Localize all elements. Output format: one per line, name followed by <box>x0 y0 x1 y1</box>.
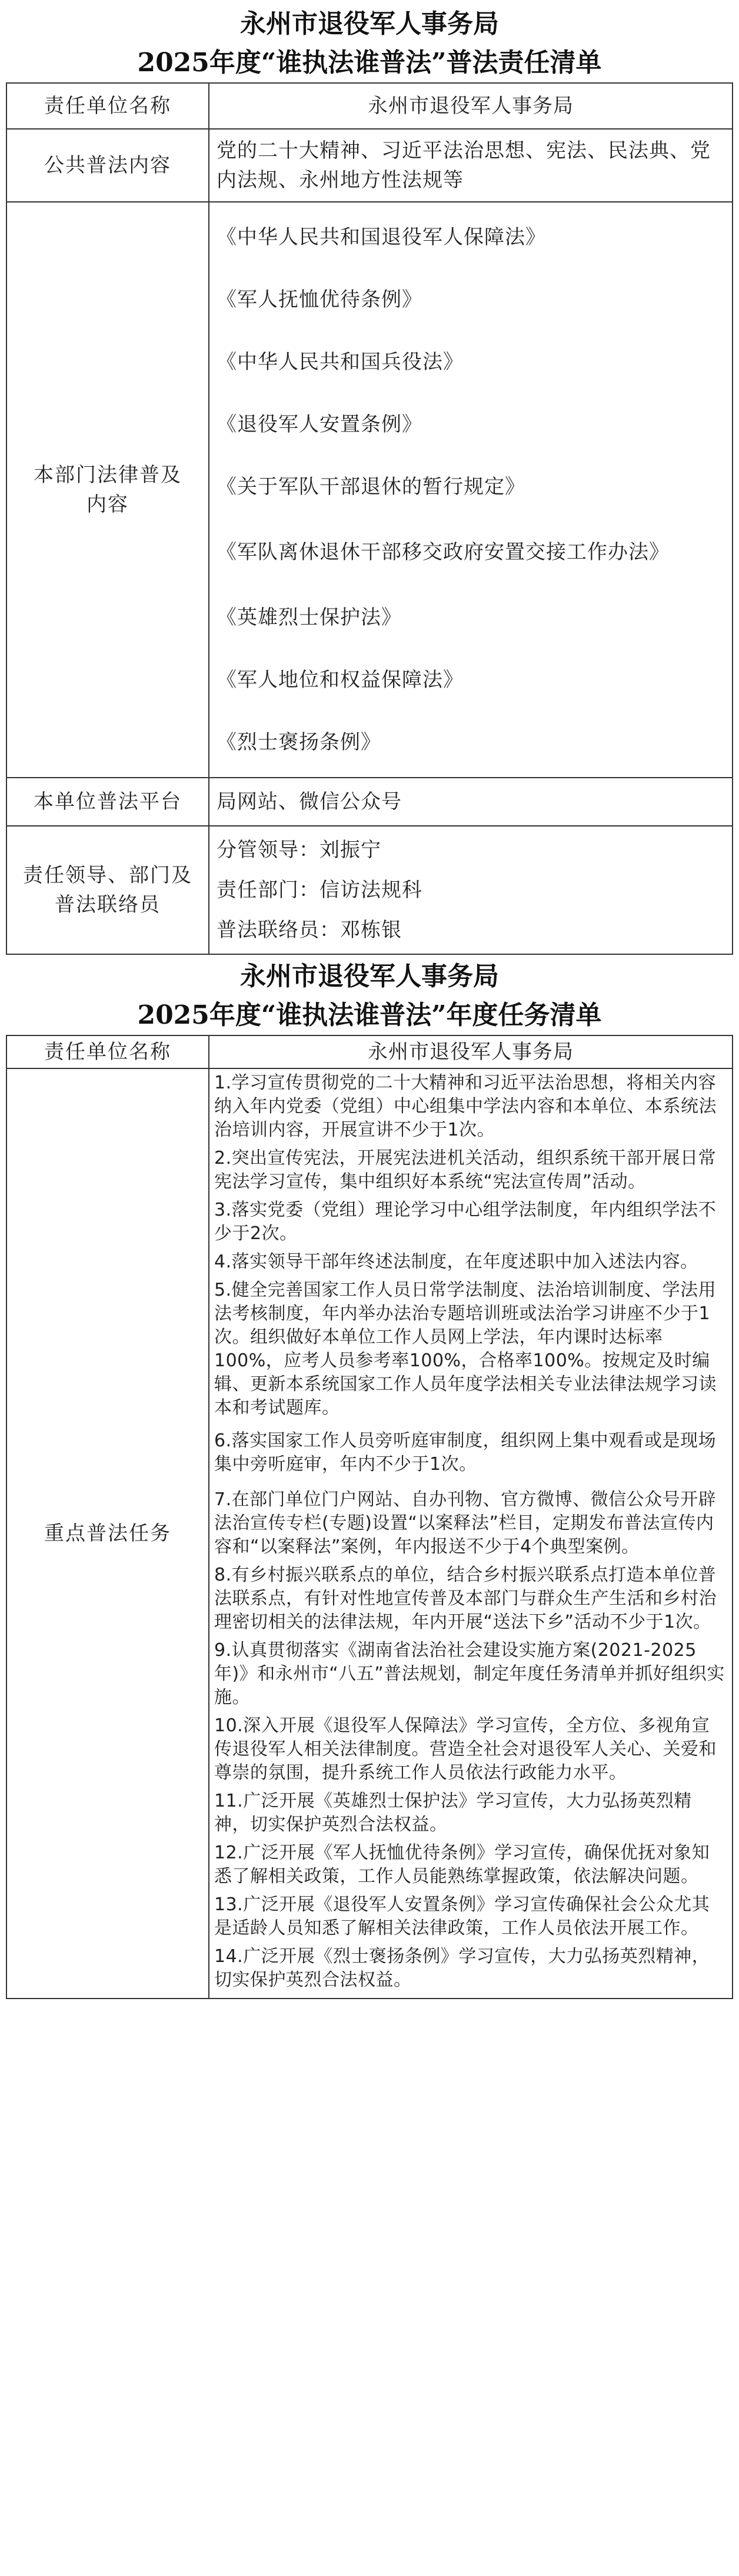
unit-name-label: 责任单位名称 <box>6 83 209 129</box>
task-list <box>209 1068 733 1999</box>
public-content-label: 公共普法内容 <box>6 129 209 202</box>
law-item: 《烈士褒扬条例》 <box>217 731 381 754</box>
task-item: 8.有乡村振兴联系点的单位，结合乡村振兴联系点打造本单位普法联系点，有针对性地宣传普及本部门与群众生产生活和乡村治理密切相关的法律法规，年内开展“送法下乡”活动不少于1次。 <box>214 1565 717 1632</box>
public-content-value: 党的二十大精神、习近平法治思想、宪法、民法典、党内法规、永州地方性法规等 <box>209 129 733 202</box>
task-item: 1.学习宣传贯彻党的二十大精神和习近平法治思想，将相关内容纳入年内党委（党组）中心组集中学法内容和本单位、本系统法治培训内容，开展宣讲不少于1次。 <box>214 1073 717 1140</box>
law-item: 《军人地位和权益保障法》 <box>217 668 464 692</box>
section1-title-list: 2025年度“谁执法谁普法”普法责任清单 <box>137 48 602 78</box>
law-item: 《关于军队干部退休的暂行规定》 <box>217 475 525 499</box>
platform-value: 局网站、微信公众号 <box>209 778 733 826</box>
law-item: 《中华人民共和国退役军人保障法》 <box>217 225 546 249</box>
task-item: 4.落实领导干部年终述法制度，在年度述职中加入述法内容。 <box>214 1252 698 1272</box>
task-unit-label: 责任单位名称 <box>6 1035 209 1068</box>
law-item: 《英雄烈士保护法》 <box>217 606 402 629</box>
law-item: 《退役军人安置条例》 <box>217 413 422 436</box>
task-item: 7.在部门单位门户网站、自办刊物、官方微博、微信公众号开辟法治宣传专栏(专题)设置“以案释法”栏目，定期发布普法宣传内容和“以案释法”案例，年内报送不少于4个典型案例。 <box>214 1489 717 1557</box>
table-row <box>6 1035 733 1068</box>
section1-title-org: 永州市退役军人事务局 <box>240 9 499 39</box>
table-row <box>6 826 733 954</box>
task-item: 3.落实党委（党组）理论学习中心组学法制度，年内组织学法不少于2次。 <box>214 1200 717 1244</box>
table-row <box>6 129 733 202</box>
responsible-dept: 责任部门：信访法规科 <box>217 878 422 902</box>
task-item: 10.深入开展《退役军人保障法》学习宣传，全方位、多视角宣传退役军人相关法律制度。营造全社会对退役军人关心、关爱和尊崇的氛围，提升系统工作人员依法行政能力水平。 <box>214 1715 717 1783</box>
task-item: 11.广泛开展《英雄烈士保护法》学习宣传，大力弘扬英烈精神，切实保护英烈合法权益。 <box>214 1791 692 1835</box>
task-unit-value: 永州市退役军人事务局 <box>209 1035 733 1068</box>
table-row <box>6 202 733 778</box>
leader-label-text: 责任领导、部门及普法联络员 <box>23 864 192 917</box>
task-item: 9.认真贯彻落实《湖南省法治社会建设实施方案(2021-2025年)》和永州市“八五”普法规划，制定年度任务清单并抓好组织实施。 <box>214 1640 725 1708</box>
dept-content-label <box>6 202 209 778</box>
task-item: 12.广泛开展《军人抚恤优待条例》学习宣传，确保优抚对象知悉了解相关政策，工作人员能熟练掌握政策，依法解决问题。 <box>214 1843 710 1887</box>
section2-title-list: 2025年度“谁执法谁普法”年度任务清单 <box>137 1000 602 1030</box>
table-row <box>6 778 733 826</box>
table-row <box>6 83 733 129</box>
law-list <box>209 202 733 778</box>
key-tasks-label: 重点普法任务 <box>6 1068 209 1999</box>
dept-content-label-text: 本部门法律普及内容 <box>34 463 182 516</box>
table-row <box>6 1068 733 1999</box>
law-item: 《军人抚恤优待条例》 <box>217 288 422 311</box>
leader-label <box>6 826 209 954</box>
task-item: 2.突出宣传宪法，开展宪法进机关活动，组织系统干部开展日常宪法学习宣传，集中组织好本系统“宪法宣传周”活动。 <box>214 1148 717 1192</box>
section2-title-org: 永州市退役军人事务局 <box>240 961 499 991</box>
law-item: 《中华人民共和国兵役法》 <box>217 350 464 374</box>
task-table <box>6 1035 733 1999</box>
task-item: 5.健全完善国家工作人员日常学法制度、法治培训制度、学法用法考核制度，年内举办法治专题培训班或法治学习讲座不少于1次。组织做好本单位工作人员网上学法，年内课时达标率100%，应考人员参考率100%，合格率100%。按规定及时编辑、更新本系统国家工作人员年度学法相关专业法律法规学习读本和考试题库。 <box>214 1280 717 1418</box>
platform-label: 本单位普法平台 <box>6 778 209 826</box>
law-item: 《军队离休退休干部移交政府安置交接工作办法》 <box>217 540 670 564</box>
task-item: 14.广泛开展《烈士褒扬条例》学习宣传，大力弘扬英烈精神，切实保护英烈合法权益。 <box>214 1946 710 1990</box>
responsibility-table <box>6 82 733 955</box>
unit-name-value: 永州市退役军人事务局 <box>209 83 733 129</box>
task-item: 6.落实国家工作人员旁听庭审制度，组织网上集中观看或是现场集中旁听庭审，年内不少于1次。 <box>214 1430 717 1475</box>
document-page <box>6 5 733 1999</box>
leader-values <box>209 826 733 954</box>
task-item: 13.广泛开展《退役军人安置条例》学习宣传确保社会公众尤其是适龄人员知悉了解相关法律政策，工作人员依法开展工作。 <box>214 1894 710 1938</box>
leader-name: 分管领导：刘振宁 <box>217 838 381 862</box>
contact-person: 普法联络员：邓栋银 <box>217 918 402 942</box>
